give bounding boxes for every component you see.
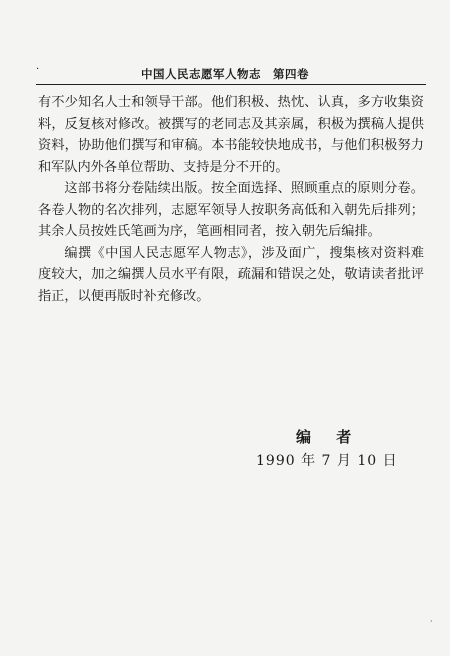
header-rule [36,84,426,85]
page-mark: · [430,617,433,626]
body-text [38,92,424,307]
running-header [0,66,450,82]
book-title: 中国人民志愿军人物志 [141,67,261,81]
paragraph-3: 编撰《中国人民志愿军人物志》，涉及面广，搜集核对资料难度较大，加之编撰人员水平有限，疏漏和错误之处，敬请读者批评指正，以便再版时补充修改。 [38,245,424,304]
paragraph-1: 有不少知名人士和领导干部。他们积极、热忱、认真，多方收集资料，反复核对修改。被撰写的老同志及其亲属，积极为撰稿人提供资料，协助他们撰写和审稿。本书能较快地成书，与他们积极努力和军队内外各单位帮助、支持是分不开的。 [38,95,424,175]
margin-mark: · [36,64,40,75]
paragraph-2: 这部书将分卷陆续出版。按全面选择、照顾重点的原则分卷。各卷人物的名次排列，志愿军领导人按职务高低和入朝先后排列；其余人员按姓氏笔画为序，笔画相同者，按入朝先后编排。 [38,181,424,239]
volume-label: 第四卷 [273,67,309,81]
signature: 编 者 [296,428,362,446]
date-line: 1990 年 7 月 10 日 [256,453,398,469]
